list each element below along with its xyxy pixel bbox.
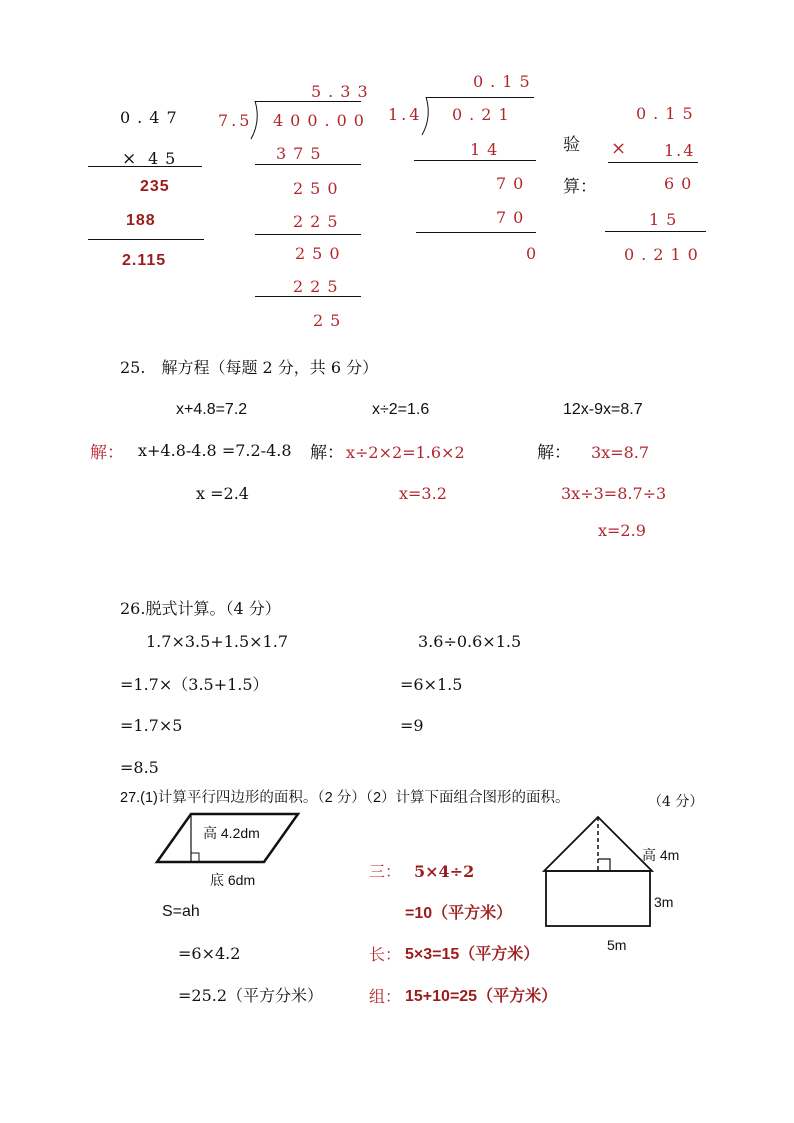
div1-quotient: 5.33 [311,82,375,101]
mult-partial-2: 188 [126,212,156,229]
div2-bar [426,97,534,98]
q25-eq3-jie: 解： [537,443,571,463]
div1-remainder-3: 25 [313,311,348,330]
mult-factor-a: 0.47 [120,108,184,127]
para-formula: S=ah [162,903,200,920]
q25-title: 25. 解方程（每题 2 分，共 6 分） [120,358,379,377]
check-label: 验算： [563,135,597,197]
div1-bar [255,101,361,102]
para-step1: =6×4.2 [178,944,241,963]
parallelogram-base-label: 底 6dm [210,872,256,888]
check-partial-2: 15 [649,210,684,229]
div1-line-3 [255,296,361,297]
q25-eq1-step1: x+4.8-4.8 =7.2-4.8 [138,441,292,460]
div2-subtract-2: 70 [496,208,531,227]
q26-e2-step1: =6×1.5 [400,675,463,694]
q25-eq2-jie: 解： [310,443,344,463]
combo-rect-label: 长： [369,945,402,964]
div2-subtract-1: 14 [470,140,505,159]
mult-result: 2.115 [122,252,167,269]
combo-tri-step2: =10（平方米） [405,905,513,922]
div1-remainder-1: 250 [293,179,345,198]
q25-eq2-step2: x=3.2 [399,484,447,503]
combo-tri-step1: 5×4÷2 [414,862,475,881]
q25-eq3-step1: 3x=8.7 [591,443,650,462]
div2-dividend: 0.21 [452,105,516,124]
q26-e2-problem: 3.6÷0.6×1.5 [418,632,522,651]
mult-sign: × [122,149,137,169]
combined-figure [542,815,654,928]
q26-e2-step2: =9 [400,716,424,735]
check-factor-a: 0.15 [636,104,700,123]
div1-subtract-1: 375 [276,144,328,163]
q25-eq3-step3: x=2.9 [598,521,646,540]
q25-eq1-step2: x =2.4 [196,484,249,503]
check-result: 0.210 [624,245,705,264]
mult-line-2 [88,239,204,240]
para-step2: =25.2（平方分米） [178,986,324,1005]
combined-height-label: 高 4m [642,847,680,863]
div2-divisor: 1.4 [388,105,423,124]
div1-dividend: 400.00 [273,111,371,130]
div1-line-2 [255,234,361,235]
check-line-1 [608,162,698,163]
q25-eq3-problem: 12x-9x=8.7 [563,401,643,418]
div2-line-1 [414,160,536,161]
div1-divisor: 7.5 [218,111,253,130]
q25-eq3-step2: 3x÷3=8.7÷3 [561,484,667,503]
q25-eq1-jie: 解： [90,443,124,463]
div2-remainder-2: 0 [526,244,537,263]
div1-subtract-2: 225 [293,212,345,231]
div2-line-2 [416,232,536,233]
check-partial-1: 60 [664,174,699,193]
combined-base-label: 5m [607,937,627,953]
q26-e1-step3: =8.5 [120,758,159,777]
q26-e1-problem: 1.7×3.5+1.5×1.7 [146,632,288,651]
combo-rect-step: 5×3=15（平方米） [405,946,540,963]
q25-eq2-problem: x÷2=1.6 [372,401,430,418]
combo-total-label: 组： [369,987,402,1006]
check-sign: × [611,138,627,159]
q27-score: （4 分） [648,794,704,810]
combo-tri-label: 三： [369,862,402,881]
combo-total-step: 15+10=25（平方米） [405,988,558,1005]
check-line-2 [605,231,706,232]
div1-remainder-2: 250 [295,244,347,263]
q26-e1-step1: =1.7×（3.5+1.5） [120,675,269,694]
q26-e1-step2: =1.7×5 [120,716,183,735]
q25-eq2-step1: x÷2×2=1.6×2 [346,443,465,462]
mult-factor-b: 45 [148,149,183,168]
div2-quotient: 0.15 [473,72,537,91]
div1-line-1 [255,164,361,165]
mult-line-1 [88,166,202,167]
parallelogram-height-label: 高 4.2dm [203,825,260,841]
combined-side-label: 3m [654,894,674,910]
div1-subtract-3: 225 [293,277,345,296]
q27-title: 27.(1)计算平行四边形的面积。（2 分）（2）计算下面组合图形的面积。 [120,790,570,806]
mult-partial-1: 235 [140,178,170,195]
div2-remainder-1: 70 [496,174,531,193]
q25-eq1-problem: x+4.8=7.2 [176,401,248,418]
check-factor-b: 1.4 [664,141,696,160]
q26-title: 26.脱式计算。（4 分） [120,599,281,618]
